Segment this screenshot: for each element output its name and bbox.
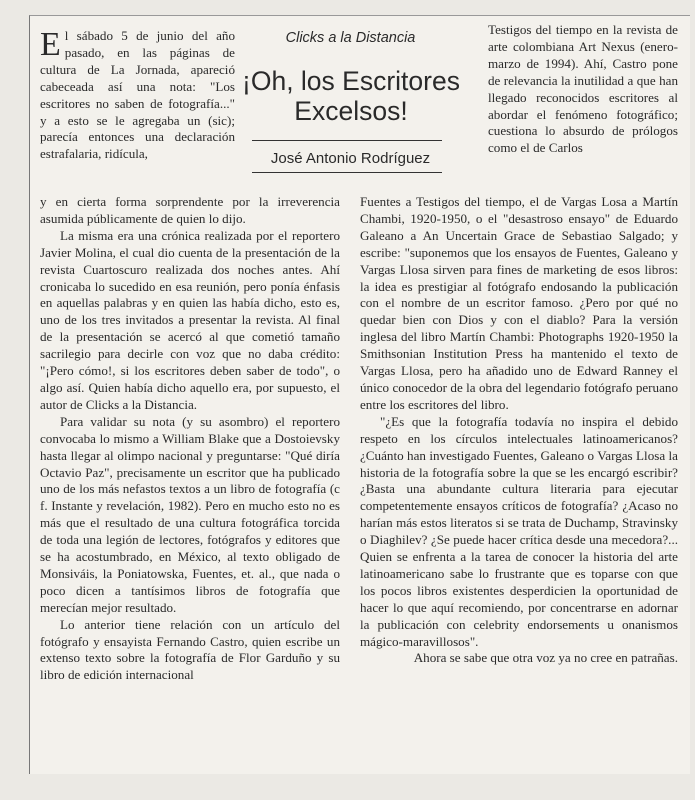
paragraph-2: La misma era una crónica realizada por el reportero Javier Molina, el cual dio cuenta de la presentación de la revista Cuartoscuro realizada dos noches antes. Ahí cronicaba lo sucedido en esa reunión, pero ponía énfasis en aquellas palabras y en quien las había dicho, esto es, uno de los tres invitados a presentar la revista. Al final de la presentación se acercó al que cometió tamaño sacrilegio para decirle con voz que no daba crédito: "¡Pero cómo!, si los escritores deben saber de todo", o algo así. Quien había dicho aquello era, por supuesto, el autor de Clicks a la Distancia.	[40, 227, 340, 412]
closing-line: Ahora se sabe que otra voz ya no cree en patrañas.	[413, 650, 678, 666]
divider	[252, 172, 442, 173]
article-right-top	[488, 22, 678, 157]
paragraph-4: Lo anterior tiene relación con un artículo del fotógrafo y ensayista Fernando Castro, quien escribe un extenso texto sobre la fotografía de Flor Garduño y su libro de edición internacional	[40, 616, 340, 683]
paragraph-4-end: Fuentes a Testigos del tiempo, el de Vargas Losa a Martín Chambi, 1920-1950, o el "desastroso ensayo" de Eduardo Galeano a An Uncertain Grace de Sebastiao Salgado; y escribe: "suponemos que los ensayos de Fuentes, Galeano y Vargas Llosa sirven para fines de marketing de esos libros: la idea es prestigiar al fotógrafo endosando la publicación con el nombre de un escritor famoso. ¿Pero por qué no quedar bien con Dios y con el diablo? Para la versión inglesa del libro Martín Chambi: Photographs 1920-1950 la Smithsonian Institution Press ha mantenido el texto de Vargas Llosa, pero ha añadido uno de Edward Ranney el único conocedor de la obra del legendario fotógrafo peruano entre los escritores del libro.	[360, 194, 678, 412]
column-kicker: Clicks a la Distancia	[285, 30, 416, 46]
lead-paragraph-continued: y en cierta forma sorprendente por la irreverencia asumida públicamente de quien lo dijo.	[40, 194, 340, 226]
paragraph-5: "¿Es que la fotografía todavía no inspira el debido respeto en los círculos intelectuales latinoamericanos? ¿Cuánto han investigado Fuentes, Galeano o Vargas Llosa la historia de la fotografía sobre la que se les encargó escribir? ¿Basta una abundante cultura literaria para ejecutar competentemente ensayos críticos de fotografía? ¿Acaso no harían más estos literatos si se trata de Duchamp, Stravinsky o Diaghilev? ¿Se puede hacer crítica desde una mecedora?... Quien se enfrenta a la tarea de conocer la historia del arte latinoamericano sabe lo frustrante que es toparse con que los pocos libros existentes desperdicien la oportunidad de hacer lo que aquí recomiendo, por concentrarse en adornar la publicación con celebrity endorsements u onanismos mágico-maravillosos".	[360, 413, 678, 649]
author-byline: José Antonio Rodríguez	[270, 150, 431, 167]
paragraph-3: Para validar su nota (y su asombro) el reportero convocaba lo mismo a William Blake que a Dostoievsky hasta llegar al olimpo nacional y preguntarse: "Qué diría Octavio Paz", precisamente un escritor que ha publicado uno de los más nefastos textos a un libro de fotografía (c f. Instante y revelación, 1982). Pero en mucho esto no es más que el resultado de una cultura fotográfica torcida de toda una legión de lectores, fotógrafos y editores que se ha acostumbrado, en México, al texto obligado de Monsiváis, la Poniatowska, Fuentes, et. al., que nada o poco dicen a tantísimos libros de fotografía que merecían mejor resultado.	[40, 413, 340, 615]
lead-paragraph: l sábado 5 de junio del año pasado, en las páginas de cultura de La Jornada, apareció cabeceada así una nota: "Los escritores no saben de fotografía..." y a esto se le agregaba un (sic); parecía entonces una declaración estrafalaria, ridícula,	[40, 28, 235, 162]
paragraph-4-continued: Testigos del tiempo en la revista de arte colombiana Art Nexus (enero-marzo de 1994). Ahí, Castro pone de relevancia la inutilidad a que han llegado reconocidos escritores al abordar el fenómeno fotográfico; cuestiona lo absurdo de prólogos como el de Carlos	[488, 22, 678, 156]
drop-cap: E	[40, 26, 61, 63]
divider	[252, 140, 442, 141]
article-lead	[40, 28, 235, 163]
article-column-left	[40, 194, 340, 684]
article-column-right	[360, 194, 678, 667]
article-title: ¡Oh, los Escritores Excelsos!	[242, 66, 460, 126]
